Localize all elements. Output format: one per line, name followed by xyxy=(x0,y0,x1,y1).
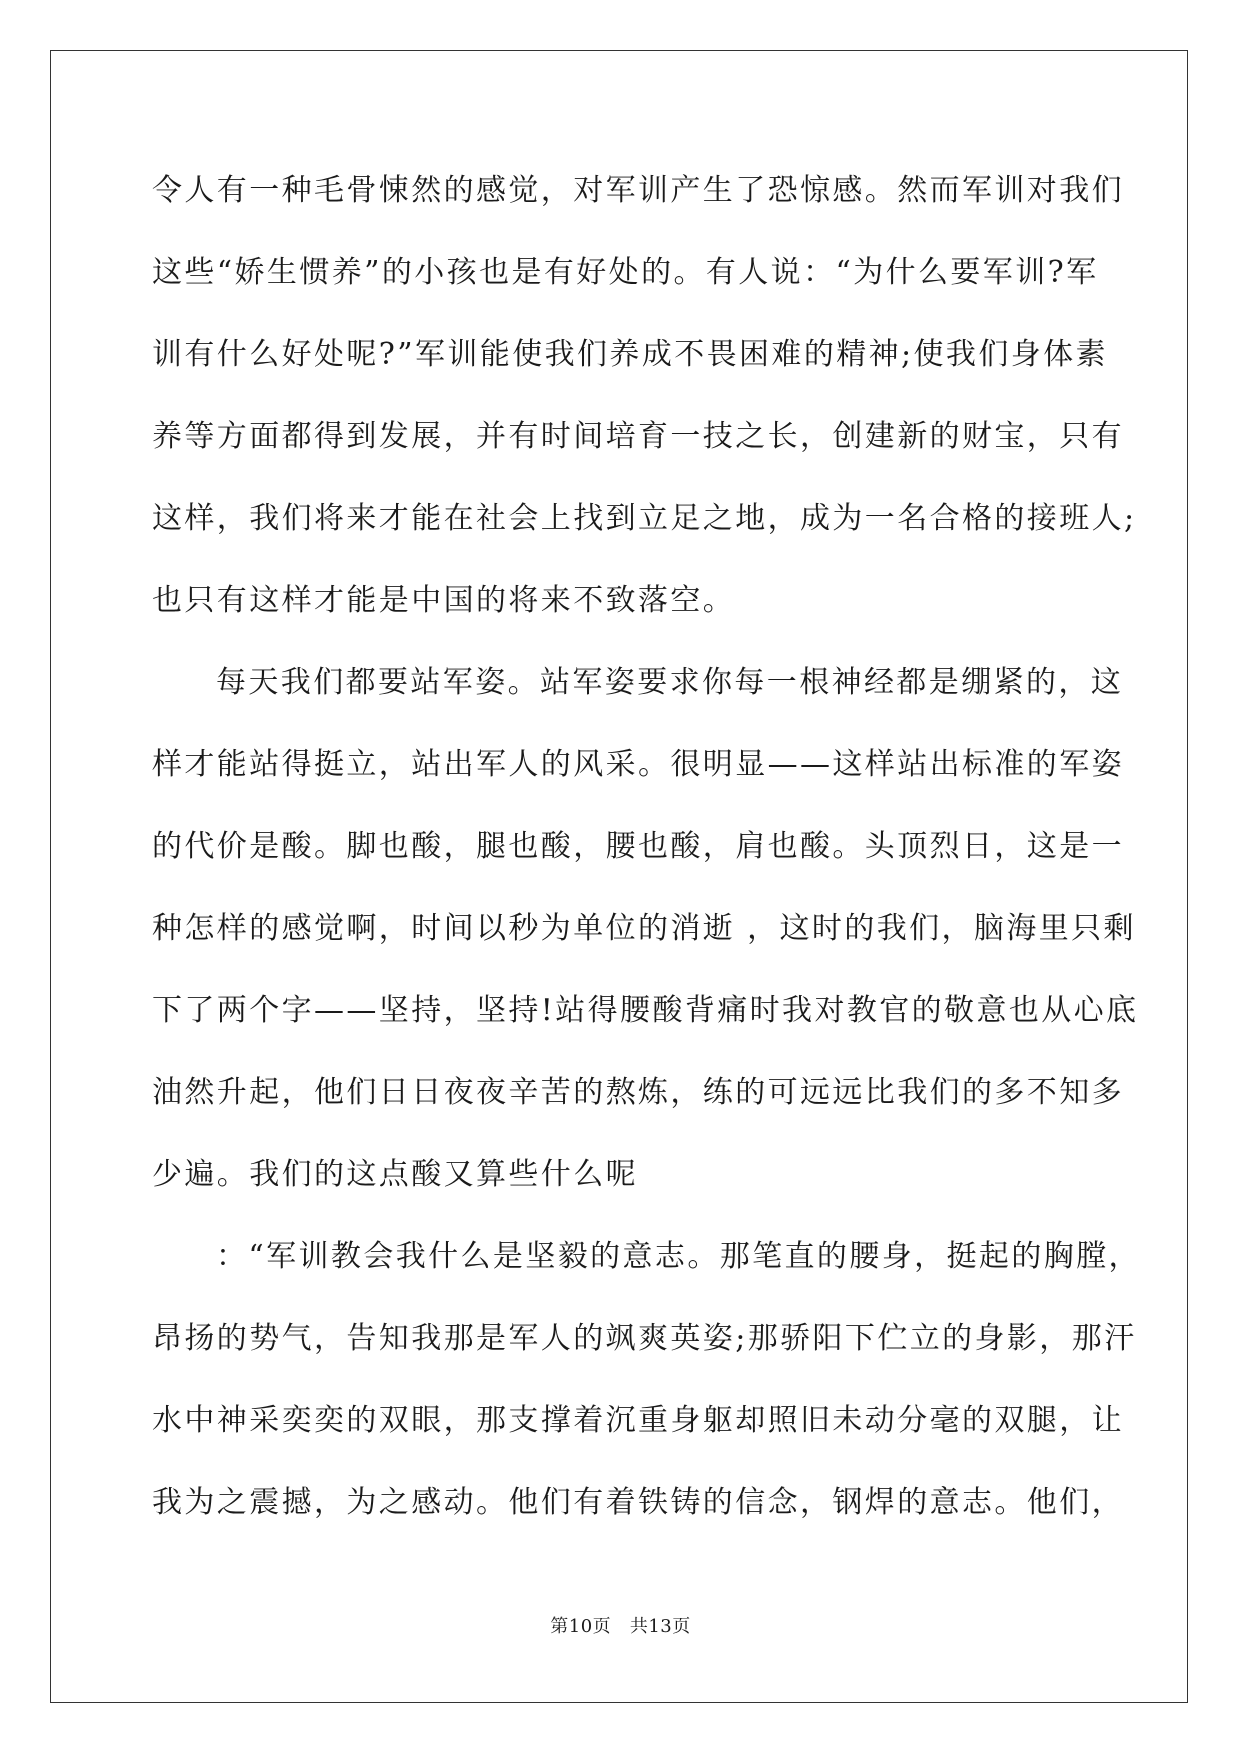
text-line: 的代价是酸。脚也酸，腿也酸，腰也酸，肩也酸。头顶烈日，这是一 xyxy=(152,829,1124,864)
text-line: 这样，我们将来才能在社会上找到立足之地，成为一名合格的接班人; xyxy=(152,501,1137,536)
text-line: 我为之震撼，为之感动。他们有着铁铸的信念，钢焊的意志。他们， xyxy=(152,1485,1124,1520)
text-line: 样才能站得挺立，站出军人的风采。很明显——这样站出标准的军姿 xyxy=(152,747,1124,782)
text-line: 每天我们都要站军姿。站军姿要求你每一根神经都是绷紧的，这 xyxy=(216,665,1124,700)
text-line: 下了两个字——坚持，坚持!站得腰酸背痛时我对教官的敬意也从心底 xyxy=(152,993,1139,1028)
page-total: 共13页 xyxy=(629,1616,691,1637)
text-line: 养等方面都得到发展，并有时间培育一技之长，创建新的财宝，只有 xyxy=(152,419,1124,454)
text-line: 少遍。我们的这点酸又算些什么呢 xyxy=(152,1157,638,1192)
text-line: 种怎样的感觉啊，时间以秒为单位的消逝 ，这时的我们，脑海里只剩 xyxy=(152,911,1136,946)
document-body xyxy=(152,158,1141,1552)
text-line: 训有什么好处呢?”军训能使我们养成不畏困难的精神;使我们身体素 xyxy=(152,337,1108,372)
page-number: 第10页 xyxy=(550,1616,612,1637)
text-line: 油然升起，他们日日夜夜辛苦的熬炼，练的可远远比我们的多不知多 xyxy=(152,1075,1124,1110)
text-line: 水中神采奕奕的双眼，那支撑着沉重身躯却照旧未动分毫的双腿，让 xyxy=(152,1403,1124,1438)
text-line: 这些“娇生惯养”的小孩也是有好处的。有人说：“为什么要军训?军 xyxy=(152,255,1099,290)
text-line: 令人有一种毛骨悚然的感觉，对军训产生了恐惊感。然而军训对我们 xyxy=(152,173,1124,208)
text-line: ：“军训教会我什么是坚毅的意志。那笔直的腰身，挺起的胸膛， xyxy=(216,1239,1141,1274)
text-line: 也只有这样才能是中国的将来不致落空。 xyxy=(152,583,736,618)
text-line: 昂扬的势气，告知我那是军人的飒爽英姿;那骄阳下伫立的身影，那汗 xyxy=(152,1321,1137,1356)
page-footer xyxy=(0,1612,1241,1638)
